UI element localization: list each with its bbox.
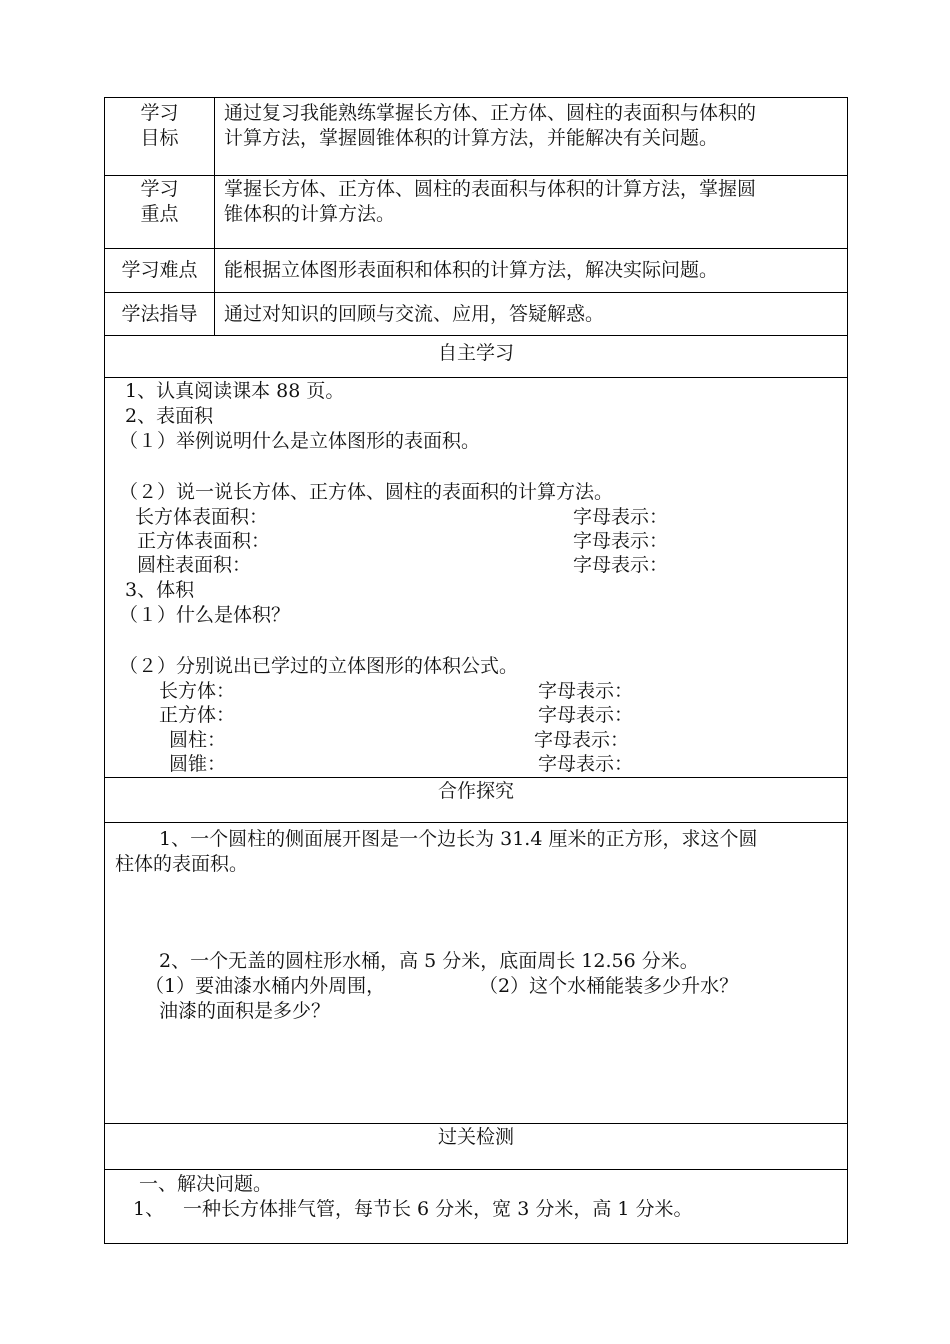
- cooperation-p2-sub1-line2: 油漆的面积是多少？: [159, 1000, 331, 1022]
- self-study-line3: 3、体积: [125, 579, 195, 601]
- check-line1: 一、解决问题。: [139, 1173, 273, 1195]
- cooperation-title: 合作探究: [437, 780, 514, 802]
- self-study-q2: （２）说一说长方体、正方体、圆柱的表面积的计算方法。: [119, 481, 614, 503]
- surface-row-letter: 字母表示：: [573, 530, 669, 552]
- surface-row-letter: 字母表示：: [573, 554, 669, 576]
- keypoints-label-line1: 学习: [140, 178, 179, 200]
- volume-row-letter: 字母表示：: [538, 704, 634, 726]
- row-divider: [105, 777, 847, 778]
- row-divider: [105, 292, 847, 293]
- goals-content-line2: 计算方法，掌握圆锥体积的计算方法，并能解决有关问题。: [224, 127, 719, 149]
- self-study-q4: （２）分别说出已学过的立体图形的体积公式。: [119, 655, 519, 677]
- row-divider: [105, 335, 847, 336]
- goals-label-line2: 目标: [140, 127, 179, 149]
- volume-row-letter: 字母表示：: [534, 729, 630, 751]
- surface-row-letter: 字母表示：: [573, 506, 669, 528]
- row-divider: [105, 1169, 847, 1170]
- surface-row-name: 长方体表面积：: [135, 506, 269, 528]
- difficulty-content: 能根据立体图形表面积和体积的计算方法，解决实际问题。: [224, 259, 719, 281]
- cooperation-p1-line2: 柱体的表面积。: [115, 853, 249, 875]
- volume-row-name: 圆柱：: [169, 729, 227, 751]
- goals-content-line1: 通过复习我能熟练掌握长方体、正方体、圆柱的表面积与体积的: [224, 102, 757, 124]
- goals-label-line1: 学习: [140, 102, 179, 124]
- row-divider: [105, 175, 847, 176]
- self-study-line1: 1、认真阅读课本 88 页。: [125, 380, 345, 402]
- difficulty-label: 学习难点: [121, 259, 198, 281]
- volume-row-letter: 字母表示：: [538, 680, 634, 702]
- volume-row-name: 长方体：: [159, 680, 236, 702]
- cooperation-p1-line1: 1、一个圆柱的侧面展开图是一个边长为 31.4 厘米的正方形，求这个圆: [159, 828, 758, 850]
- cooperation-p2-sub1-line1: （1）要油漆水桶内外周围，: [145, 975, 386, 997]
- keypoints-label-line2: 重点: [140, 203, 179, 225]
- surface-row-name: 圆柱表面积：: [137, 554, 252, 576]
- method-content: 通过对知识的回顾与交流、应用，答疑解惑。: [224, 303, 605, 325]
- row-divider: [105, 377, 847, 378]
- volume-row-name: 圆锥：: [169, 753, 227, 775]
- check-line2-number: 1、: [133, 1198, 165, 1220]
- row-divider: [105, 822, 847, 823]
- volume-row-letter: 字母表示：: [538, 753, 634, 775]
- keypoints-content-line2: 锥体积的计算方法。: [224, 203, 396, 225]
- check-title: 过关检测: [437, 1126, 514, 1148]
- volume-row-name: 正方体：: [159, 704, 236, 726]
- self-study-title: 自主学习: [437, 342, 514, 364]
- row-divider: [105, 248, 847, 249]
- self-study-q1: （１）举例说明什么是立体图形的表面积。: [119, 430, 481, 452]
- row-divider: [105, 1123, 847, 1124]
- self-study-q3: （１）什么是体积？: [119, 604, 291, 626]
- cooperation-p2-sub2: （2）这个水桶能装多少升水？: [479, 975, 739, 997]
- self-study-line2: 2、表面积: [125, 405, 214, 427]
- check-line2-text: 一种长方体排气管，每节长 6 分米，宽 3 分米，高 1 分米。: [183, 1198, 693, 1220]
- surface-row-name: 正方体表面积：: [137, 530, 271, 552]
- label-column-divider: [214, 98, 215, 335]
- cooperation-p2-line1: 2、一个无盖的圆柱形水桶，高 5 分米，底面周长 12.56 分米。: [159, 950, 699, 972]
- keypoints-content-line1: 掌握长方体、正方体、圆柱的表面积与体积的计算方法，掌握圆: [224, 178, 757, 200]
- method-label: 学法指导: [121, 303, 198, 325]
- worksheet-table: [104, 97, 848, 1244]
